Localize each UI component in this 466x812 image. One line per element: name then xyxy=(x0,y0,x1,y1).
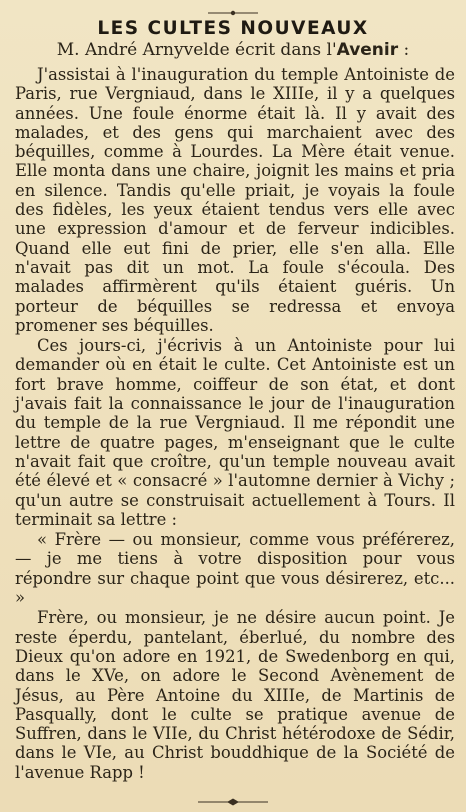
paragraph-4: Frère, ou monsieur, je ne désire aucun point. Je reste éperdu, pantelant, éberlué, du nombre des Dieux qu'on adore en 1921, de Swedenborg en qui, dans le XVe, on adore le Second Avènement de Jésus, au Père Antoine du XIIIe, de Martinis de Pasqually, dont le culte se pratique avenue de Suffren, dans le VIIe, du Christ hétérodoxe de Sédir, dans le VIe, au Christ bouddhique de la Société de l'avenue Rapp ! xyxy=(15,608,455,782)
intro-suffix: : xyxy=(398,40,410,60)
paragraph-2: Ces jours-ci, j'écrivis à un Antoiniste pour lui demander où en était le culte. Cet Antoiniste est un fort brave homme, coiffeur de son état, et dont j'avais fait la connaissance le jour de l'inauguration du temple de la rue Vergniaud. Il me répondit une lettre de quatre pages, m'enseignant que le culte n'avait fait que croître, qu'un temple nouveau avait été élevé et « consacré » l'automne dernier à Vichy ; qu'un autre se construisait actuellement à Tours. Il terminait sa lettre : xyxy=(15,336,455,529)
article-intro xyxy=(0,40,466,60)
bottom-ornament xyxy=(0,797,466,807)
article-body xyxy=(15,65,455,782)
intro-source: Avenir xyxy=(336,40,399,60)
top-ornament xyxy=(0,8,466,18)
paragraph-1: J'assistai à l'inauguration du temple Antoiniste de Paris, rue Vergniaud, dans le XIIIe, il y a quelques années. Une foule énorme était là. Il y avait des malades, et des gens qui marchaient avec des béquilles, comme à Lourdes. La Mère était venue. Elle monta dans une chaire, joignit les mains et pria en silence. Tandis qu'elle priait, je voyais la foule des fidèles, les yeux étaient tendus vers elle avec une expression d'amour et de ferveur indicibles. Quand elle eut fini de prier, elle s'en alla. Elle n'avait pas dit un mot. La foule s'écoula. Des malades affirmèrent qu'ils étaient guéris. Un porteur de béquilles se redressa et envoya promener ses béquilles. xyxy=(15,65,455,335)
paragraph-3: « Frère — ou monsieur, comme vous préférerez, — je me tiens à votre disposition pour vous répondre sur chaque point que vous désirerez, etc... » xyxy=(15,530,455,608)
article-title: LES CULTES NOUVEAUX xyxy=(97,18,369,39)
intro-prefix: M. André Arnyvelde écrit dans l' xyxy=(56,40,337,60)
